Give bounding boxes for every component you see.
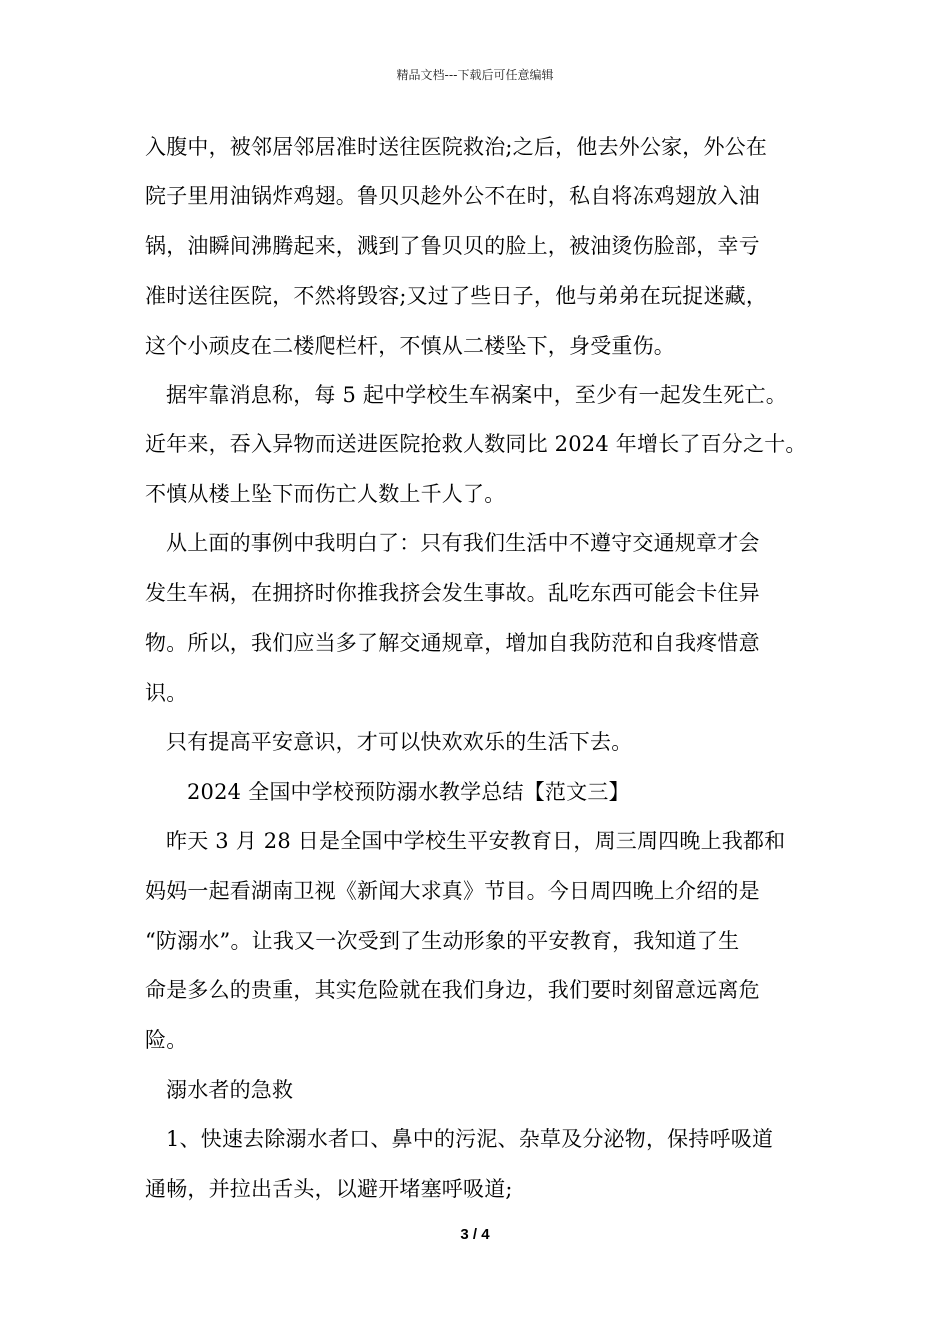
text-line: 昨天 3 月 28 日是全国中学校生平安教育日，周三周四晚上我都和 bbox=[166, 829, 786, 853]
text-line: “防溺水”。让我又一次受到了生动形象的平安教育，我知道了生 bbox=[145, 929, 740, 953]
text-line: 通畅，并拉出舌头，以避开堵塞呼吸道; bbox=[145, 1177, 513, 1201]
page-number: 3 / 4 bbox=[460, 1226, 490, 1243]
text-line: 物。所以，我们应当多了解交通规章，增加自我防范和自我疼惜意 bbox=[145, 631, 760, 655]
text-line: 准时送往医院，不然将毁容;又过了些日子，他与弟弟在玩捉迷藏， bbox=[145, 284, 768, 308]
text-line: 只有提高平安意识，才可以快欢欢乐的生活下去。 bbox=[166, 730, 633, 754]
text-line: 入腹中，被邻居邻居准时送往医院救治;之后，他去外公家，外公在 bbox=[145, 135, 768, 159]
text-line: 院子里用油锅炸鸡翅。鲁贝贝趁外公不在时，私自将冻鸡翅放入油 bbox=[145, 184, 760, 208]
text-line: 妈妈一起看湖南卫视《新闻大求真》节目。今日周四晚上介绍的是 bbox=[145, 879, 760, 903]
text-line: 锅，油瞬间沸腾起来，溅到了鲁贝贝的脸上，被油烫伤脸部，幸亏 bbox=[145, 234, 760, 258]
text-line: 据牢靠消息称，每 5 起中学校生车祸案中，至少有一起发生死亡。 bbox=[166, 383, 787, 407]
text-line: 近年来，吞入异物而送进医院抢救人数同比 2024 年增长了百分之十。 bbox=[145, 432, 807, 456]
text-line: 1、快速去除溺水者口、鼻中的污泥、杂草及分泌物，保持呼吸道 bbox=[166, 1127, 774, 1151]
text-line: 险。 bbox=[145, 1028, 188, 1052]
text-line: 发生车祸，在拥挤时你推我挤会发生事故。乱吃东西可能会卡住异 bbox=[145, 581, 760, 605]
text-line: 识。 bbox=[145, 681, 188, 705]
text-line: 不慎从楼上坠下而伤亡人数上千人了。 bbox=[145, 482, 506, 506]
text-line: 这个小顽皮在二楼爬栏杆，不慎从二楼坠下，身受重伤。 bbox=[145, 334, 675, 358]
section-heading: 2024 全国中学校预防溺水教学总结【范文三】 bbox=[187, 780, 630, 804]
subheading: 溺水者的急救 bbox=[166, 1078, 294, 1102]
text-line: 从上面的事例中我明白了：只有我们生活中不遵守交通规章才会 bbox=[166, 531, 760, 555]
text-line: 命是多么的贵重，其实危险就在我们身边，我们要时刻留意远离危 bbox=[145, 978, 760, 1002]
document-header: 精品文档---下载后可任意编辑 bbox=[396, 68, 554, 82]
